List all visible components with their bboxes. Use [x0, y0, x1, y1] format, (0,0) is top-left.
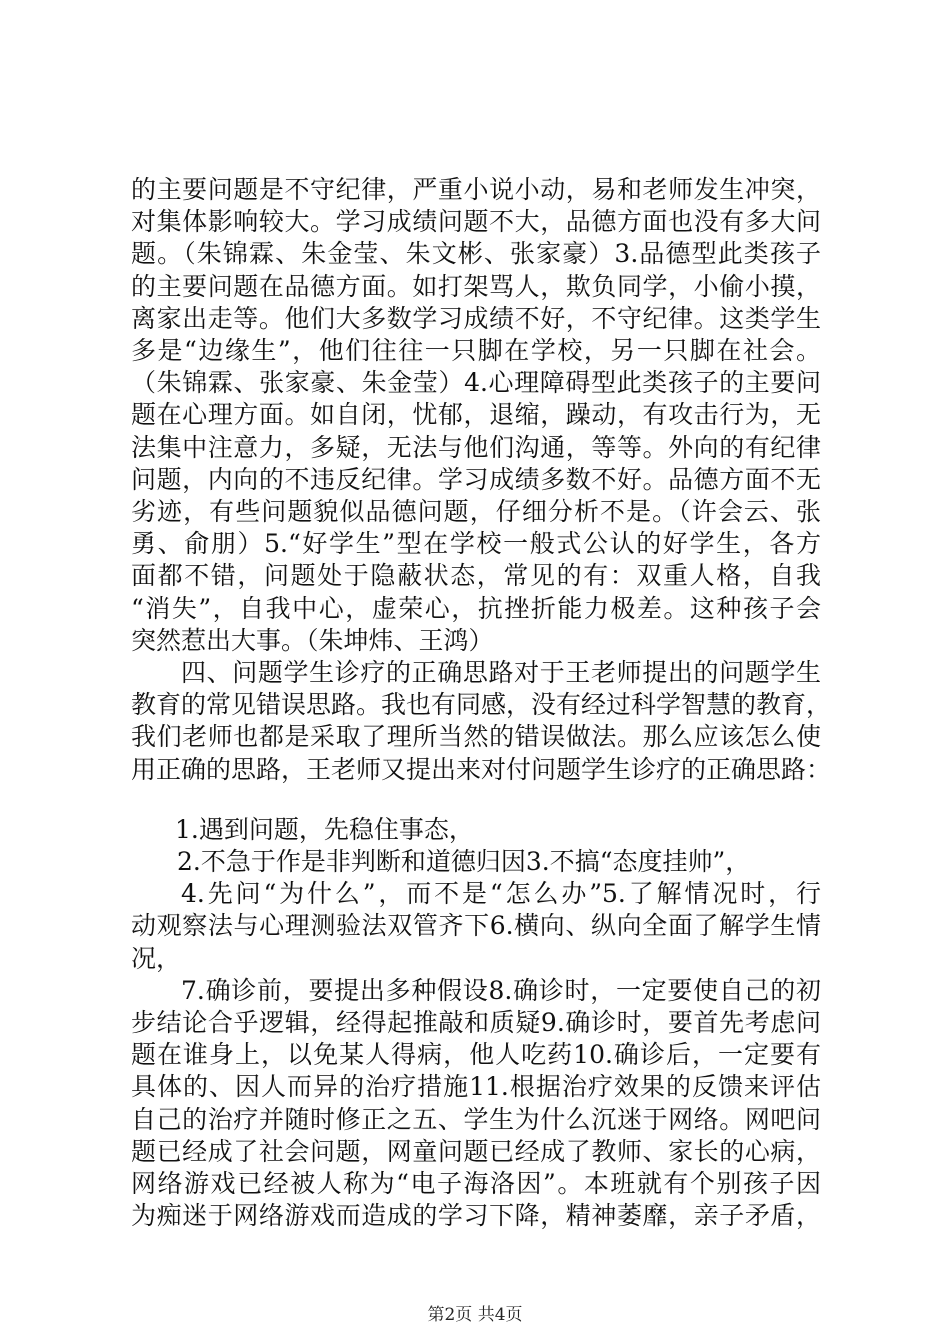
- text-line: 具体的、因人而异的治疗措施11.根据治疗效果的反馈来评估: [131, 1072, 821, 1102]
- text-line: 自己的治疗并随时修正之五、学生为什么沉迷于网络。网吧问: [131, 1104, 821, 1134]
- text-line: 问题，内向的不违反纪律。学习成绩多数不好。品德方面不无: [131, 464, 821, 494]
- text-line: 动观察法与心理测验法双管齐下6.横向、纵向全面了解学生情: [131, 911, 821, 941]
- text-line: 面都不错，问题处于隐蔽状态，常见的有：双重人格，自我: [131, 561, 821, 591]
- text-line: 勇、俞朋）5.“好学生”型在学校一般式公认的好学生，各方: [131, 529, 821, 559]
- text-line: 题已经成了社会问题，网童问题已经成了教师、家长的心病，: [131, 1136, 821, 1166]
- text-line: 教育的常见错误思路。我也有同感，没有经过科学智慧的教育，: [131, 690, 832, 720]
- text-line: 网络游戏已经被人称为“电子海洛因”。本班就有个别孩子因: [131, 1169, 821, 1199]
- text-line: 用正确的思路，王老师又提出来对付问题学生诊疗的正确思路：: [131, 754, 832, 784]
- text-line: “消失”，自我中心，虚荣心，抗挫折能力极差。这种孩子会: [131, 593, 821, 623]
- text-line: （朱锦霖、张家豪、朱金莹）4.心理障碍型此类孩子的主要问: [131, 368, 821, 398]
- text-line: 题在心理方面。如自闭，忧郁，退缩，躁动，有攻击行为，无: [131, 400, 821, 430]
- list-item-line: 2.不急于作是非判断和道德归因3.不搞“态度挂帅”，: [177, 847, 751, 877]
- text-line: 对集体影响较大。学习成绩问题不大，品德方面也没有多大问: [131, 207, 821, 237]
- text-line: 况，: [131, 943, 182, 973]
- text-line: 题。（朱锦霖、朱金莹、朱文彬、张家豪）3.品德型此类孩子: [131, 239, 821, 269]
- text-line: 题在谁身上，以免某人得病，他人吃药10.确诊后，一定要有: [131, 1040, 821, 1070]
- text-line: 劣迹，有些问题貌似品德问题，仔细分析不是。（许会云、张: [131, 497, 821, 527]
- text-line: 的主要问题在品德方面。如打架骂人，欺负同学，小偷小摸，: [131, 271, 821, 301]
- list-item-line: 7.确诊前，要提出多种假设8.确诊时，一定要使自己的初: [181, 975, 821, 1005]
- text-line: 突然惹出大事。（朱坤炜、王鸿）: [131, 625, 494, 655]
- page-footer: [0, 1300, 950, 1325]
- list-item-line: 1.遇到问题，先稳住事态，: [175, 814, 474, 844]
- text-line: 为痴迷于网络游戏而造成的学习下降，精神萎靡，亲子矛盾，: [131, 1201, 821, 1231]
- text-line: 我们老师也都是采取了理所当然的错误做法。那么应该怎么使: [131, 722, 821, 752]
- paragraph-gap: [131, 786, 821, 814]
- text-line: 离家出走等。他们大多数学习成绩不好，不守纪律。这类学生: [131, 303, 821, 333]
- text-line: 多是“边缘生”，他们往往一只脚在学校，另一只脚在社会。: [131, 336, 821, 366]
- page-number-label: 第2页 共4页: [427, 1305, 523, 1325]
- text-line: 的主要问题是不守纪律，严重小说小动，易和老师发生冲突，: [131, 175, 821, 204]
- list-item-line: 4.先问“为什么”，而不是“怎么办”5.了解情况时，行: [181, 879, 821, 909]
- text-line: 步结论合乎逻辑，经得起推敲和质疑9.确诊时，要首先考虑问: [131, 1008, 821, 1038]
- document-body: [131, 174, 832, 1233]
- text-line: 法集中注意力，多疑，无法与他们沟通，等等。外向的有纪律: [131, 432, 821, 462]
- section-heading-line: 四、问题学生诊疗的正确思路对于王老师提出的问题学生: [181, 658, 821, 688]
